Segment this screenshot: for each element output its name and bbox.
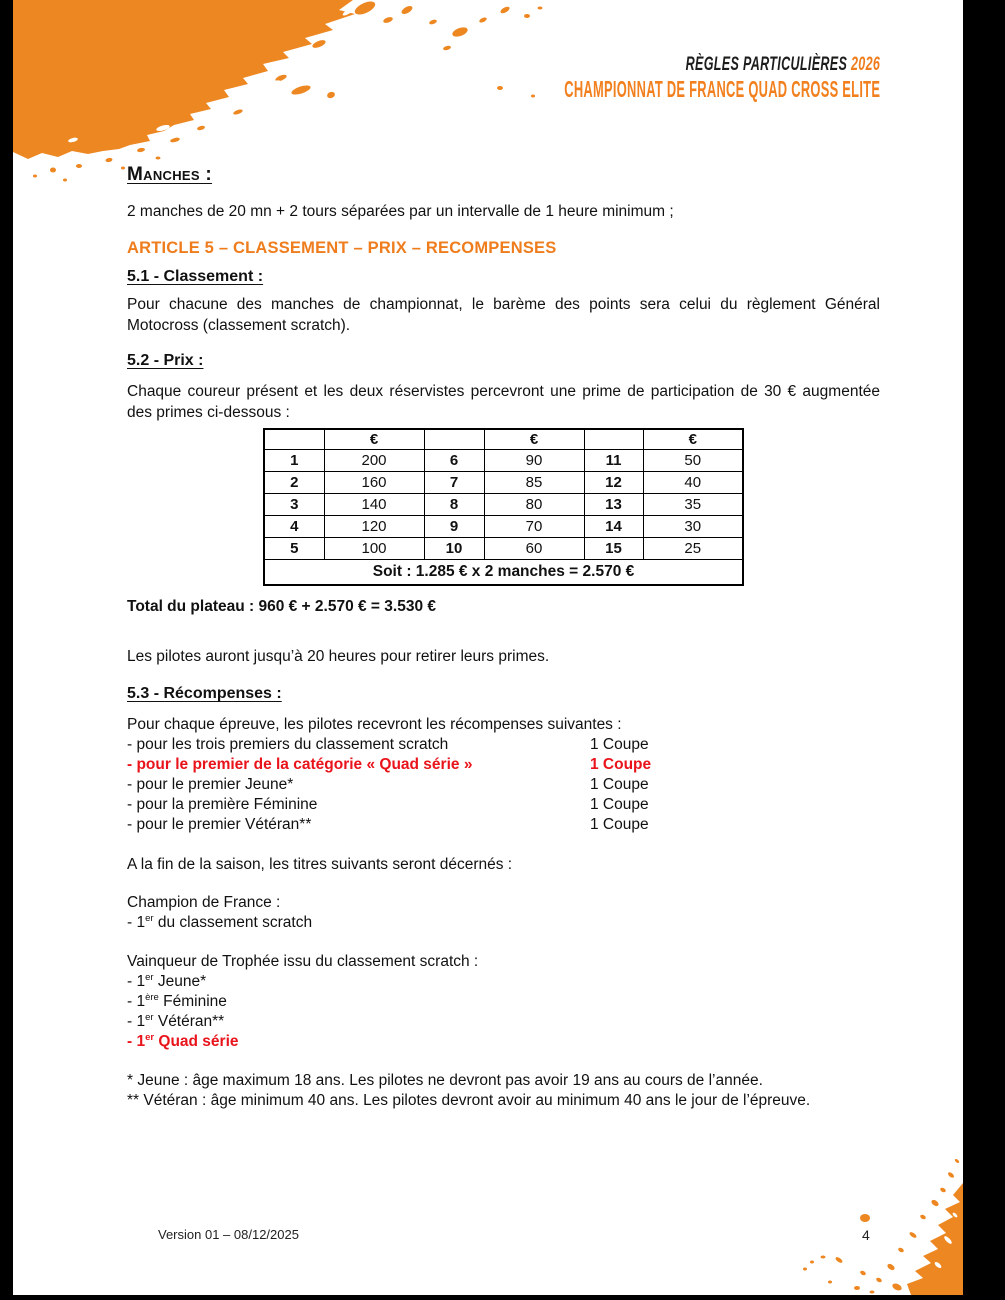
champion-item-pre: - 1	[127, 914, 146, 931]
heading-5-1: 5.1 - Classement :	[127, 268, 264, 285]
document-page	[13, 0, 963, 1295]
amount-cell: 85	[484, 472, 584, 494]
footnote-jeune: * Jeune : âge maximum 18 ans. Les pilotes ne devront pas avoir 19 ans au cours de l’année.	[127, 1072, 763, 1089]
prize-table-total-cell: Soit : 1.285 € x 2 manches = 2.570 €	[264, 560, 743, 586]
amount-cell: 80	[484, 494, 584, 516]
position-cell: 15	[584, 538, 643, 560]
amount-cell: 30	[643, 516, 743, 538]
amount-cell: 50	[643, 450, 743, 472]
amount-cell: 160	[324, 472, 424, 494]
amount-cell: 120	[324, 516, 424, 538]
doc-header	[316, 53, 880, 101]
ordinal-sup: ère	[145, 991, 159, 1003]
coupe-item-quad-serie	[13, 756, 963, 776]
position-cell: 7	[424, 472, 484, 494]
coupe-value: 1 Coupe	[590, 756, 652, 773]
champion-item-rest: du classement scratch	[153, 914, 313, 931]
amount-cell: 25	[643, 538, 743, 560]
coupe-label: - pour les trois premiers du classement scratch	[127, 736, 449, 753]
position-cell: 2	[264, 472, 324, 494]
coupe-label: - pour la première Féminine	[127, 796, 318, 813]
prize-table-header-row	[264, 429, 743, 450]
heading-5-3: 5.3 - Récompenses :	[127, 685, 282, 702]
trophy-item-rest: Vétéran**	[153, 1013, 225, 1030]
trophy-item-pre: - 1	[127, 973, 146, 990]
trophy-item-feminine	[127, 991, 227, 1012]
manches-body: 2 manches de 20 mn + 2 tours séparées par un intervalle de 1 heure minimum ;	[127, 203, 674, 220]
coupe-item	[13, 736, 963, 756]
prize-table-header-cell: €	[484, 429, 584, 450]
amount-cell: 60	[484, 538, 584, 560]
prize-table-row	[264, 538, 743, 560]
coupe-value: 1 Coupe	[590, 776, 649, 793]
position-cell: 3	[264, 494, 324, 516]
amount-cell: 90	[484, 450, 584, 472]
position-cell: 6	[424, 450, 484, 472]
doc-subtitle: CHAMPIONNAT DE FRANCE QUAD CROSS ELITE	[564, 76, 880, 102]
amount-cell: 140	[324, 494, 424, 516]
prize-table-row	[264, 450, 743, 472]
prize-table-total-row	[264, 560, 743, 586]
trophy-item-pre: - 1	[127, 1033, 146, 1050]
prize-table	[263, 428, 744, 586]
prize-table-header-cell	[584, 429, 643, 450]
doc-title-text: RÈGLES PARTICULIÈRES	[685, 54, 847, 75]
champion-heading: Champion de France :	[127, 894, 281, 911]
primes-note: Les pilotes auront jusqu’à 20 heures pour retirer leurs primes.	[127, 648, 550, 665]
ordinal-sup: er	[145, 1011, 154, 1023]
doc-title-year: 2026	[850, 54, 880, 75]
champion-item	[127, 912, 312, 933]
position-cell: 14	[584, 516, 643, 538]
season-intro: A la fin de la saison, les titres suivants seront décernés :	[127, 856, 513, 873]
coupe-list	[13, 736, 963, 836]
footnote-veteran: ** Vétéran : âge minimum 40 ans. Les pilotes devront avoir au minimum 40 ans le jour de l’épreuve.	[127, 1092, 811, 1109]
ordinal-sup: er	[145, 912, 154, 924]
trophy-item-jeune	[127, 971, 206, 992]
trophy-item-veteran	[127, 1011, 224, 1032]
prize-table-row	[264, 472, 743, 494]
trophy-item-rest: Jeune*	[153, 973, 207, 990]
recompenses-intro: Pour chaque épreuve, les pilotes recevront les récompenses suivantes :	[127, 716, 622, 733]
amount-cell: 200	[324, 450, 424, 472]
amount-cell: 40	[643, 472, 743, 494]
coupe-item	[13, 796, 963, 816]
trophy-item-pre: - 1	[127, 993, 146, 1010]
para-5-1: Pour chacune des manches de championnat, le barème des points sera celui du règlement Général Motocross (classement scratch).	[127, 296, 880, 334]
article5-heading: ARTICLE 5 – CLASSEMENT – PRIX – RECOMPENSES	[127, 239, 557, 257]
position-cell: 12	[584, 472, 643, 494]
position-cell: 10	[424, 538, 484, 560]
prize-table-row	[264, 494, 743, 516]
footer-version: Version 01 – 08/12/2025	[158, 1227, 299, 1242]
trophy-item-rest: Quad série	[154, 1033, 239, 1050]
prize-table-header-cell: €	[324, 429, 424, 450]
coupe-label: - pour le premier de la catégorie « Quad série »	[127, 756, 473, 773]
position-cell: 4	[264, 516, 324, 538]
coupe-value: 1 Coupe	[590, 736, 649, 753]
coupe-label: - pour le premier Jeune*	[127, 776, 294, 793]
page-number: 4	[862, 1227, 870, 1243]
paint-splash-bottom-right	[783, 1145, 963, 1295]
trophy-item-quad-serie	[127, 1031, 239, 1052]
position-cell: 5	[264, 538, 324, 560]
prize-table-header-cell	[264, 429, 324, 450]
trophy-item-pre: - 1	[127, 1013, 146, 1030]
coupe-value: 1 Coupe	[590, 796, 649, 813]
position-cell: 11	[584, 450, 643, 472]
amount-cell: 100	[324, 538, 424, 560]
heading-5-2: 5.2 - Prix :	[127, 352, 204, 369]
total-line: Total du plateau : 960 € + 2.570 € = 3.530 €	[127, 598, 437, 615]
prize-table-row	[264, 516, 743, 538]
ordinal-sup: er	[145, 1031, 155, 1043]
manches-heading: Manches :	[127, 164, 213, 185]
doc-title	[508, 53, 880, 77]
coupe-item	[13, 776, 963, 796]
prize-table-header-cell: €	[643, 429, 743, 450]
para-5-2: Chaque coureur présent et les deux réservistes percevront une prime de participation de 30 € augmentée des primes ci-dessous :	[127, 383, 880, 421]
coupe-value: 1 Coupe	[590, 816, 649, 833]
amount-cell: 70	[484, 516, 584, 538]
coupe-item	[13, 816, 963, 836]
coupe-label: - pour le premier Vétéran**	[127, 816, 312, 833]
position-cell: 1	[264, 450, 324, 472]
trophy-heading: Vainqueur de Trophée issu du classement scratch :	[127, 953, 479, 970]
position-cell: 9	[424, 516, 484, 538]
position-cell: 8	[424, 494, 484, 516]
amount-cell: 35	[643, 494, 743, 516]
trophy-item-rest: Féminine	[158, 993, 227, 1010]
prize-table-header-cell	[424, 429, 484, 450]
ordinal-sup: er	[145, 971, 154, 983]
position-cell: 13	[584, 494, 643, 516]
